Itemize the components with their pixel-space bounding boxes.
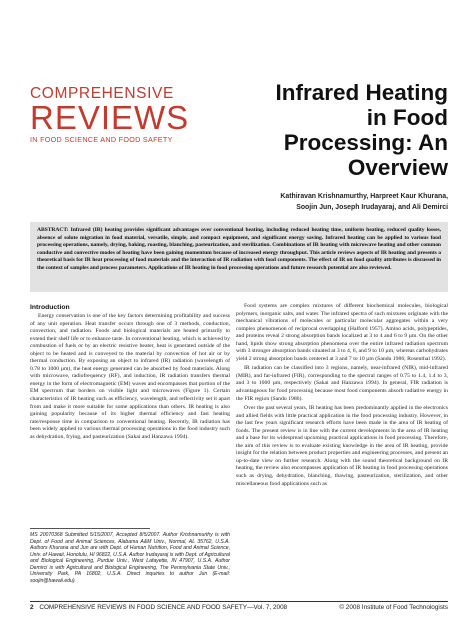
body-paragraph: Food systems are complex mixtures of different biochemical molecules, biological polymers, inorganic salts, and water. The infrared spectra of such mixtures originate with the mechanical vibrations of molecules or particular molecular aggregates within a very complex phenomenon of reciprocal overlapping (Halford 1957). Amino acids, polypeptides, and proteins reveal 2 strong absorption bands localized at 3 to 4 and 6 to 9 µm. On the other hand, lipids show strong absorption phenomena over the entire infrared radiation spectrum with 3 stronger absorption bands situated at 3 to 4, 6, and 9 to 10 µm, whereas carbohydrates yield 2 strong absorption bands centered at 3 and 7 to 10 µm (Sandu 1986; Rosenthal 1992). (236, 303, 448, 362)
left-column (30, 303, 230, 443)
author-list (248, 192, 448, 213)
abstract-box (30, 222, 448, 292)
page-footer (30, 603, 448, 612)
footnote-divider (30, 528, 150, 529)
footer-left (30, 603, 287, 612)
journal-logo-line1: COMPREHENSIVE (30, 85, 174, 102)
body-paragraph: IR radiation can be classified into 3 regions, namely, near-infrared (NIR), mid-infrared (MIR), and far-infrared (FIR), corresponding to the spectral ranges of 0.75 to 1.4, 1.4 to 3, and 3 to 1000 µm, respectively (Sakai and Hanzawa 1994). In general, FIR radiation is advantageous for food processing because most food components absorb radiative energy in the FIR region (Sandu 1986). (236, 365, 448, 402)
authors-line: Kathiravan Krishnamurthy, Harpreet Kaur Khurana, (280, 193, 448, 200)
title-line: Infrared Heating (275, 80, 448, 105)
authors-line: Soojin Jun, Joseph Irudayaraj, and Ali Demirci (296, 203, 448, 211)
article-title (218, 80, 448, 180)
body-paragraph: Energy conservation is one of the key factors determining profitability and success of any unit operation. Heat transfer occurs through one of 3 methods, conduction, convection, and radiation. Foods and biological materials are heated primarily to extend their shelf life or to enhance taste. In conventional heating, which is achieved by combustion of fuels or by an electric resistive heater, heat is generated outside of the object to be heated and is conveyed to the material by convection of hot air or by thermal conduction. By exposing an object to infrared (IR) radiation (wavelength of 0.78 to 1000 µm), the heat energy generated can be absorbed by food materials. Along with microwave, radiofrequency (RF), and induction, IR radiation transfers thermal energy in the form of electromagnetic (EM) waves and encompasses that portion of the EM spectrum that borders on visible light and microwaves (Figure 1). Certain characteristics of IR heating such as efficiency, wavelength, and reflectivity set it apart from and make it more suitable for some applications than others. IR heating is also gaining popularity because of its higher thermal efficiency and fast heating rate/response time in comparison to conventional heating. Recently, IR radiation has been widely applied to various thermal processing operations in the food industry such as dehydration, frying, and pasteurization (Sakai and Hanzawa 1994). (30, 313, 230, 440)
journal-logo-line2: REVIEWS (30, 99, 190, 136)
right-column (236, 303, 448, 490)
copyright-notice: © 2008 Institute of Food Technologists (339, 604, 448, 611)
journal-logo (30, 86, 210, 145)
abstract-text: ABSTRACT: Infrared (IR) heating provides significant advantages over conventional heating, including reduced heating time, uniform heating, reduced quality losses, absence of solute migration in food material, versatile, simple, and compact equipment, and significant energy saving. Infrared heating can be applied to various food processing operations, namely, drying, baking, roasting, blanching, pasteurization, and sterilization. Combinations of IR heating with microwave heating and other common conductive and convective modes of heating have been gaining momentum because of increased energy throughput. This article reviews aspects of IR heating and presents a theoretical basis for IR heat processing of food materials and the interaction of IR radiation with food components. The effect of IR on food quality attributes is discussed in the context of samples and process parameters. Applications of IR heating in food processing operations and future research potential are also reviewed. (37, 227, 441, 271)
body-paragraph: Over the past several years, IR heating has been predominantly applied in the electronics and allied fields with little practical application in the food processing industry. However, in the last few years significant research efforts have been made in the area of IR heating of foods. The present review is in line with the current developments in the area of IR heating and a base for its widespread upcoming practical applications in food processing. Therefore, the aim of this review is to evaluate existing knowledge in the area of IR heating, provide insight for the relation between product properties and engineering processes, and present an up-to-date view on further research. Along with the sound theoretical background on IR heating, the review also encompasses application of IR heating in food processing operations such as drying, dehydration, blanching, thawing, pasteurization, sterilization, and other miscellaneous food applications such as (236, 405, 448, 487)
journal-reference: COMPREHENSIVE REVIEWS IN FOOD SCIENCE AND FOOD SAFETY—Vol. 7, 2008 (39, 604, 288, 611)
journal-logo-line3: IN FOOD SCIENCE AND FOOD SAFETY (30, 135, 173, 144)
footnote: MS 20070368 Submitted 5/15/2007, Accepted 8/5/2007. Author Krishnamurthy is with Dept. of Food and Animal Sciences, Alabama A&M Univ., Normal, AL 35762, U.S.A. Authors Khurana and Jun are with Dept. of Human Nutrition, Food and Animal Science, Univ. of Hawaii, Honolulu, HI 96822, U.S.A. Author Irudayaraj is with Dept. of Agricultural and Biological Engineering, Purdue Univ., West Lafayette, IN 47907, U.S.A. Author Demirci is with Agricultural and Biological Engineering, The Pennsylvania State Univ., University Park, PA 16802, U.S.A. Direct inquiries to author Jun (E-mail: soojin@hawaii.edu). (30, 532, 230, 584)
title-line: Overview (347, 155, 448, 180)
introduction-heading: Introduction (30, 304, 70, 311)
title-line: Processing: An (283, 130, 448, 155)
footer-divider (30, 601, 448, 602)
title-line: in Food (366, 105, 448, 130)
page-number: 2 (30, 604, 34, 611)
